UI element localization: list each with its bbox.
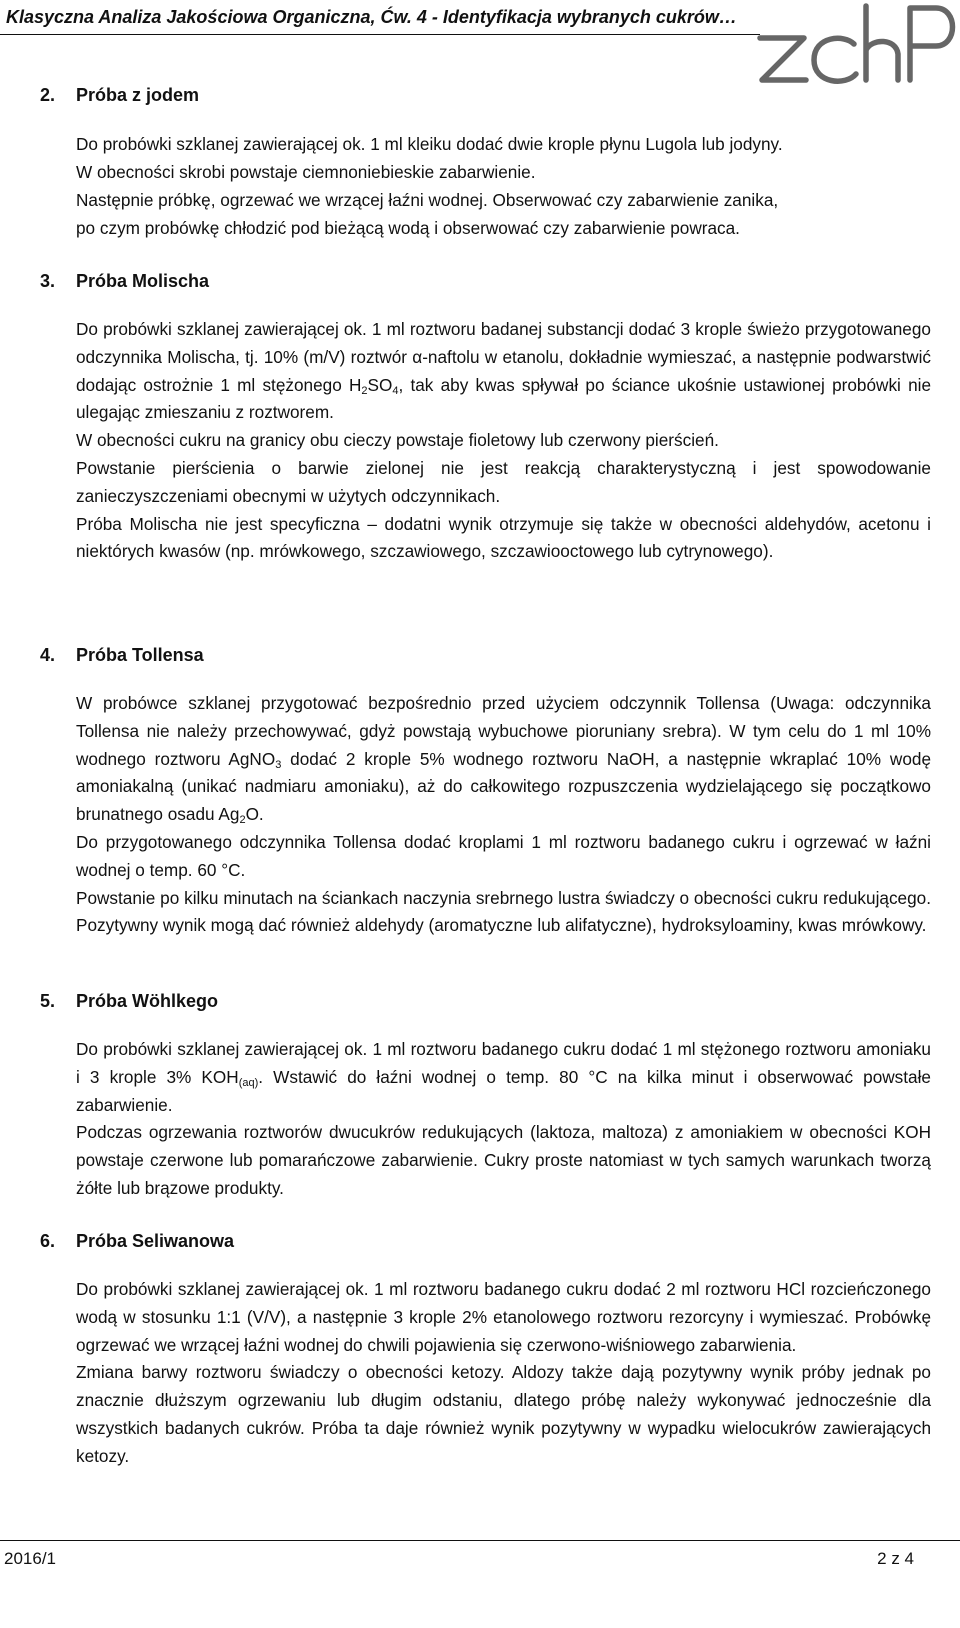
- paragraph: Do probówki szklanej zawierającej ok. 1 ml roztworu badanego cukru dodać 2 ml roztworu HCl rozcieńczonego wodą w stosunku 1:1 (V/V), a następnie 3 krople 2% etanolowego roztworu rezorcyny i wymieszać. Probówkę ogrzewać we wrzącej łaźni wodnej do chwili pojawienia się czerwono-wiśniowego zabarwienia.: [76, 1279, 931, 1355]
- section-number: 3.: [40, 271, 56, 291]
- section-heading: [40, 268, 930, 294]
- section-number: 6.: [40, 1231, 56, 1251]
- section-body: [76, 316, 931, 566]
- logo-p-shape: [910, 8, 953, 80]
- paragraph: W probówce szklanej przygotować bezpośrednio przed użyciem odczynnik Tollensa (Uwaga: odczynnika Tollensa nie należy przechowywać, gdyż powstają wybuchowe pioruniany srebra). W tym celu do 1 ml 10% wodnego roztworu AgNO$_3$ dodać 2 krople 5% wodnego roztworu NaOH, a następnie wkraplać 10% wodę amoniakalną (unikać nadmiaru amoniaku), aż do całkowitego rozpuszczenia wydzielającego się początkowo brunatnego osadu $Ag_2O$.: [76, 693, 932, 827]
- section-heading: [40, 642, 930, 668]
- paragraph: Do przygotowanego odczynnika Tollensa dodać kroplami 1 ml roztworu badanego cukru i ogrzewać w łaźni wodnej o temp. 60 °C.: [76, 831, 931, 880]
- section-body: [76, 1276, 931, 1471]
- page-header-title: Klasyczna Analiza Jakościowa Organiczna, Ćw. 4 - Identyfikacja wybranych cukrów…: [6, 7, 737, 27]
- header-rule: [0, 34, 760, 35]
- body-line: po czym probówkę chłodzić pod bieżącą wodą i obserwować czy zabarwienie powraca.: [76, 218, 740, 238]
- footer-page-number: 2 z 4: [877, 1549, 914, 1568]
- section-body: [76, 130, 931, 242]
- section-title: Próba Molischa: [76, 271, 210, 291]
- section-title: Próba Seliwanowa: [76, 1231, 235, 1251]
- paragraph: Próba Molischa nie jest specyficzna – dodatni wynik otrzymuje się także w obecności aldehydów, acetonu i niektórych kwasów (np. mrówkowego, szczawiowego, szczawiooctowego lub cytrynowego).: [76, 513, 931, 562]
- footer-version: 2016/1: [4, 1549, 56, 1568]
- paragraph: Do probówki szklanej zawierającej ok. 1 ml roztworu badanej substancji dodać 3 krople świeżo przygotowanego odczynnika Molischa, tj. 10% (m/V) roztwór α-naftolu w etanolu, dokładnie wymieszać, a następnie podwarstwić dodając ostrożnie 1 ml stężonego $H_2SO_4$, tak aby kwas spływał po ściance ukośnie ustawionej probówki nie ulegając zmieszaniu z roztworem.: [76, 319, 932, 423]
- paragraph: Powstanie pierścienia o barwie zielonej nie jest reakcją charakterystyczną i jest spowodowanie zanieczyszczeniami obecnymi w użytych odczynnikach.: [76, 457, 931, 506]
- logo-z-shape: [760, 38, 806, 80]
- logo-h-shape: [866, 6, 898, 80]
- paragraph: Podczas ogrzewania roztworów dwucukrów redukujących (laktoza, maltoza) z amoniakiem w obecności KOH powstaje czerwone lub pomarańczowe zabarwienie. Cukry proste natomiast w tych samych warunkach tworzą żółte lub brązowe produkty.: [76, 1122, 931, 1198]
- section-tollens-test: [40, 642, 930, 940]
- logo-c-shape: [814, 38, 856, 81]
- body-line: Do probówki szklanej zawierającej ok. 1 ml kleiku dodać dwie krople płynu Lugola lub jodyny.: [76, 134, 783, 154]
- section-iodine-test: [40, 82, 930, 242]
- section-title: Próba Tollensa: [76, 645, 204, 665]
- paragraph: Do probówki szklanej zawierającej ok. 1 ml roztworu badanego cukru dodać 1 ml stężonego roztworu amoniaku i 3 krople 3% $KOH_{(aq)}$. Wstawić do łaźni wodnej o temp. 80 °C na kilka minut i obserwować powstałe zabarwienie.: [76, 1039, 931, 1115]
- section-number: 5.: [40, 991, 56, 1011]
- paragraph: Zmiana barwy roztworu świadczy o obecności ketozy. Aldozy także dają pozytywny wynik próby jednak po znacznie dłuższym ogrzewaniu lub długim odstaniu, dlatego próbę należy wykonywać jednocześnie dla wszystkich badanych cukrów. Próba ta daje również wynik pozytywny w wypadku wielocukrów zawierających ketozy.: [76, 1362, 931, 1466]
- body-line: W obecności skrobi powstaje ciemnoniebieskie zabarwienie.: [76, 162, 536, 182]
- paragraph: W obecności cukru na granicy obu cieczy powstaje fioletowy lub czerwony pierścień.: [76, 430, 719, 451]
- section-heading: [40, 1228, 930, 1254]
- section-number: 4.: [40, 645, 56, 665]
- section-molisch-test: [40, 268, 930, 566]
- section-title: Próba Wöhlkego: [76, 991, 219, 1011]
- section-body: [76, 1036, 931, 1203]
- body-line: Następnie próbkę, ogrzewać we wrzącej łaźni wodnej. Obserwować czy zabarwienie zanika,: [76, 190, 779, 210]
- section-body: [76, 690, 931, 940]
- section-wohlk-test: [40, 988, 930, 1203]
- paragraph: Powstanie po kilku minutach na ściankach naczynia srebrnego lustra świadczy o obecności cukru redukującego. Pozytywny wynik mogą dać również aldehydy (aromatyczne lub alifatyczne), hydroksyloaminy, kwas mrówkowy.: [76, 887, 931, 936]
- section-number: 2.: [40, 85, 56, 105]
- section-title: Próba z jodem: [76, 85, 200, 105]
- zchp-logo: [754, 0, 960, 86]
- section-seliwanoff-test: [40, 1228, 930, 1471]
- footer-rule: [0, 1540, 960, 1541]
- section-heading: [40, 82, 930, 108]
- section-heading: [40, 988, 930, 1014]
